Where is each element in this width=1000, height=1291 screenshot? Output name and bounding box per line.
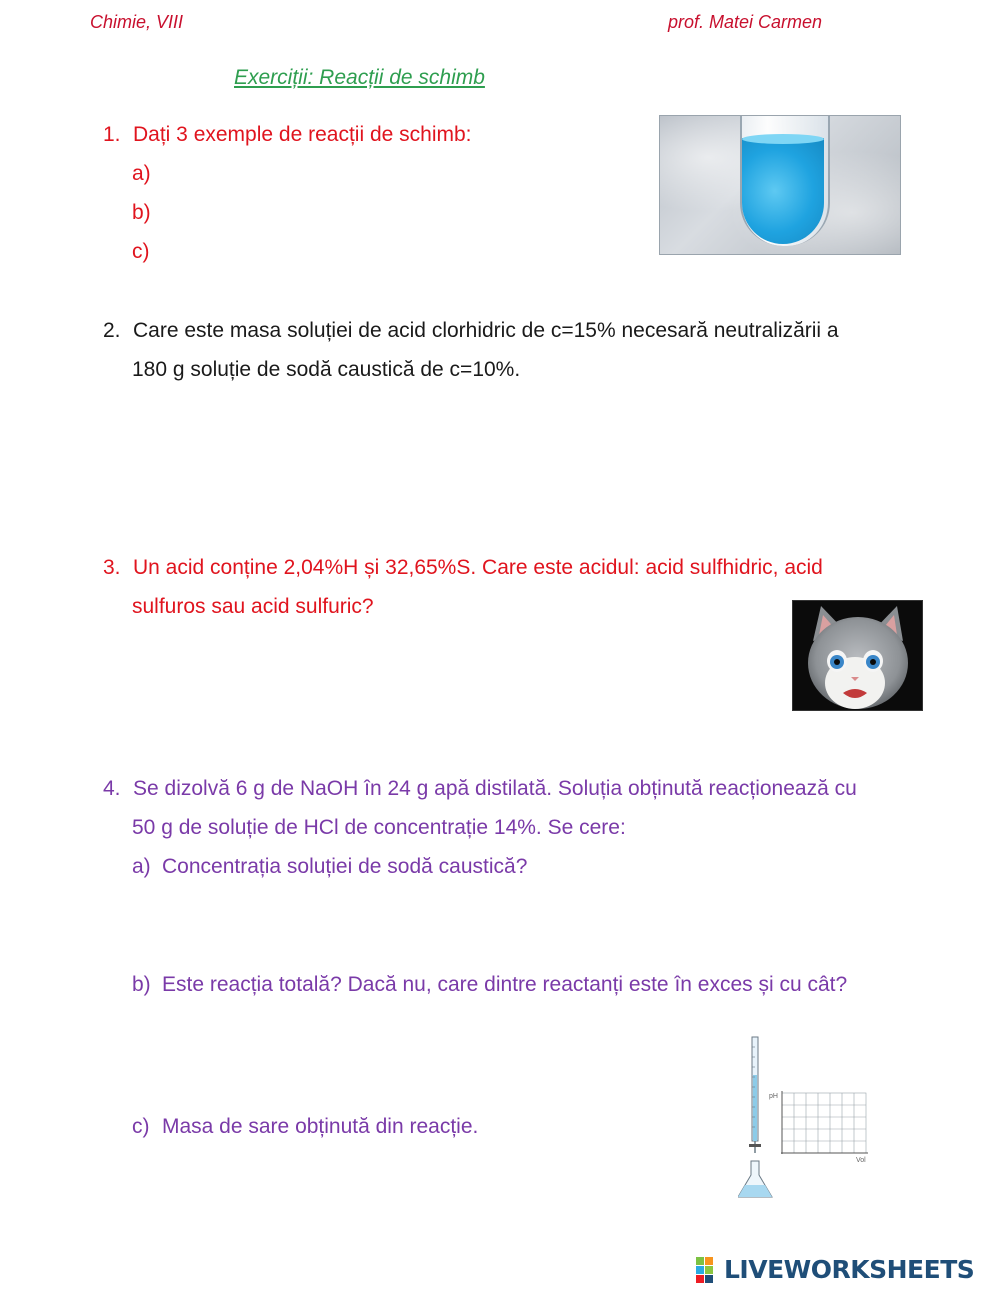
kitten-photo — [792, 600, 923, 711]
question-2-line-1: Care este masa soluției de acid clorhidric de c=15% necesară neutralizării a — [133, 319, 839, 342]
question-1-option-c: c) — [132, 240, 150, 263]
question-3-number: 3. — [103, 556, 121, 579]
question-1-option-b: b) — [132, 201, 151, 224]
question-4c-label: c) — [132, 1115, 150, 1138]
question-2 — [103, 318, 839, 344]
blue-solution — [742, 138, 824, 244]
question-4-number: 4. — [103, 777, 121, 800]
test-tube-photo — [659, 115, 901, 255]
question-1-text: Dați 3 exemple de reacții de schimb: — [133, 123, 472, 146]
question-3 — [103, 555, 823, 581]
question-1-option-a: a) — [132, 162, 151, 185]
liveworksheets-logo[interactable] — [696, 1253, 996, 1287]
question-4b — [132, 972, 847, 998]
liquid-meniscus — [742, 134, 824, 144]
page-title: Exerciții: Reacții de schimb — [234, 66, 485, 89]
titration-illustration — [738, 1035, 873, 1205]
question-3-line-1: Un acid conține 2,04%H și 32,65%S. Care este acidul: acid sulfhidric, acid — [133, 556, 823, 579]
question-4a-text: Concentrația soluției de sodă caustică? — [162, 855, 528, 878]
titration-diagram — [738, 1035, 873, 1205]
liveworksheets-logo-icon — [696, 1257, 722, 1283]
question-2-line-2: 180 g soluție de sodă caustică de c=10%. — [132, 358, 521, 381]
kitten-illustration — [793, 601, 922, 710]
question-4-line-1: Se dizolvă 6 g de NaOH în 24 g apă distilată. Soluția obținută reacționează cu — [133, 777, 857, 800]
graph-y-label: pH — [769, 1093, 778, 1100]
question-4b-label: b) — [132, 973, 151, 996]
question-4 — [103, 776, 857, 802]
header-teacher: prof. Matei Carmen — [668, 12, 823, 32]
question-2-number: 2. — [103, 319, 121, 342]
header-subject: Chimie, VIII — [90, 12, 184, 32]
question-4a-label: a) — [132, 855, 151, 878]
question-4-line-2: 50 g de soluție de HCl de concentrație 14%. Se cere: — [132, 816, 626, 839]
graph-x-label: Vol — [856, 1157, 866, 1164]
question-4c — [132, 1114, 478, 1140]
question-4b-text: Este reacția totală? Dacă nu, care dintre reactanți este în exces și cu cât? — [162, 973, 848, 996]
question-3-line-2: sulfuros sau acid sulfuric? — [132, 595, 374, 618]
question-4a — [132, 854, 527, 880]
question-4c-text: Masa de sare obținută din reacție. — [162, 1115, 479, 1138]
logo-text: LIVEWORKSHEETS — [724, 1255, 975, 1284]
question-1 — [103, 122, 472, 148]
question-1-number: 1. — [103, 123, 121, 146]
